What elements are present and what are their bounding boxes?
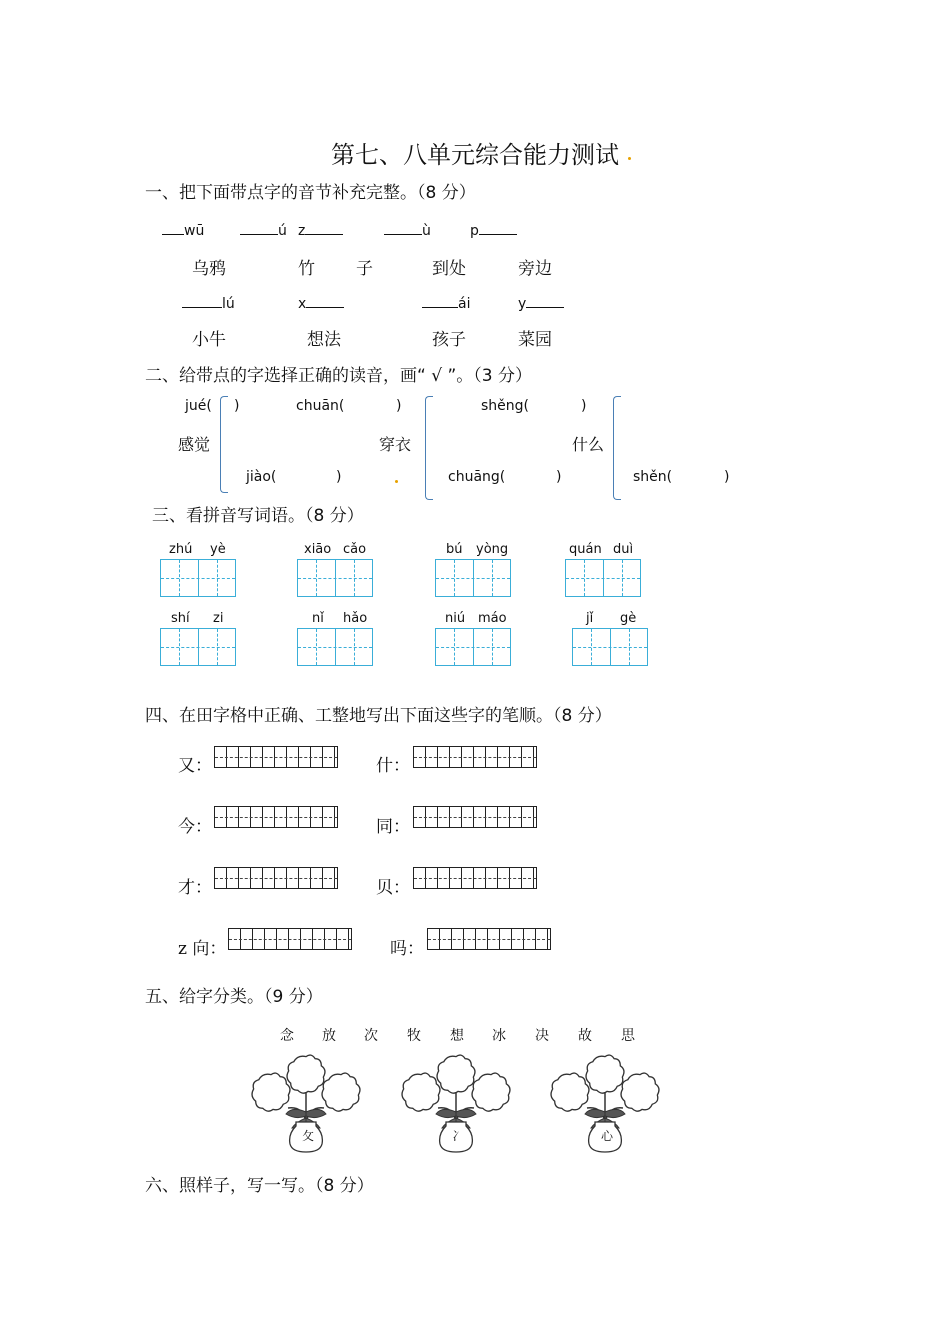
q4-char-label: 什： bbox=[376, 756, 410, 776]
q3-pinyin: duì bbox=[613, 542, 634, 557]
q1-word-9: 菜园 bbox=[518, 330, 552, 350]
q2-word-3: 什么 bbox=[572, 435, 605, 454]
q2-option-chuang[interactable]: chuāng( bbox=[448, 469, 506, 485]
q4-char-label: 同： bbox=[376, 817, 410, 837]
q4-stroke-grid[interactable] bbox=[413, 806, 537, 828]
q3-pinyin: zi bbox=[213, 611, 224, 626]
q1-word-6: 小牛 bbox=[192, 330, 226, 350]
q3-pinyin: cǎo bbox=[343, 542, 367, 557]
q3-pinyin: hǎo bbox=[343, 611, 368, 626]
q2-option-jue-close: ) bbox=[234, 398, 240, 414]
q3-writing-grid[interactable] bbox=[565, 559, 641, 597]
vase-label: 攵 bbox=[302, 1129, 315, 1143]
q3-pinyin: jǐ bbox=[586, 611, 594, 626]
q2-bracket-3 bbox=[613, 396, 621, 500]
q4-stroke-grid[interactable] bbox=[214, 867, 338, 889]
q2-option-sheng-close: ) bbox=[581, 398, 587, 414]
q4-char-label: z 向： bbox=[178, 939, 227, 959]
q5-char: 放 bbox=[322, 1028, 336, 1044]
q3-writing-grid[interactable] bbox=[160, 628, 236, 666]
q5-heading: 五、给字分类。（9 分） bbox=[145, 987, 323, 1007]
q1-pinyin-7[interactable]: x bbox=[298, 292, 344, 312]
q2-bracket-1 bbox=[220, 396, 228, 493]
q1-word-1: 乌鸦 bbox=[192, 259, 226, 279]
q5-char: 思 bbox=[621, 1028, 635, 1044]
q4-heading: 四、在田字格中正确、工整地写出下面这些字的笔顺。（8 分） bbox=[145, 706, 612, 726]
q3-pinyin: máo bbox=[478, 611, 507, 626]
q3-pinyin: zhú bbox=[169, 542, 193, 557]
q4-char-label: 又： bbox=[178, 756, 212, 776]
q1-pinyin-6[interactable]: lú bbox=[182, 292, 235, 312]
q2-option-sheng[interactable]: shěng( bbox=[481, 398, 530, 414]
q3-pinyin: gè bbox=[620, 611, 637, 626]
q3-pinyin: yòng bbox=[476, 542, 509, 557]
q1-pinyin-2[interactable]: ú bbox=[240, 219, 287, 239]
q3-writing-grid[interactable] bbox=[297, 559, 373, 597]
decorative-dot bbox=[395, 480, 398, 483]
q4-stroke-grid[interactable] bbox=[228, 928, 352, 950]
q1-heading: 一、把下面带点字的音节补充完整。（8 分） bbox=[145, 183, 476, 203]
q6-heading: 六、照样子，写一写。（8 分） bbox=[145, 1176, 374, 1196]
q5-char: 决 bbox=[535, 1028, 549, 1044]
q4-stroke-grid[interactable] bbox=[427, 928, 551, 950]
q5-char: 想 bbox=[450, 1028, 464, 1044]
q1-pinyin-5[interactable]: p bbox=[470, 219, 517, 239]
q2-option-jue[interactable]: jué( bbox=[185, 398, 212, 414]
q5-char: 冰 bbox=[492, 1028, 506, 1044]
q3-pinyin: xiāo bbox=[304, 542, 332, 557]
q4-char-label: 吗： bbox=[390, 939, 424, 959]
q2-bracket-2 bbox=[425, 396, 433, 500]
q4-stroke-grid[interactable] bbox=[214, 746, 338, 768]
q2-word-2: 穿衣 bbox=[379, 435, 412, 454]
vase-label: 冫 bbox=[452, 1129, 465, 1143]
q2-heading: 二、给带点的字选择正确的读音，画“ √ ”。（3 分） bbox=[145, 366, 532, 386]
q5-char: 牧 bbox=[407, 1028, 421, 1044]
q4-char-label: 才： bbox=[178, 878, 212, 898]
vase-label: 心 bbox=[601, 1129, 614, 1143]
q1-word-4: 到处 bbox=[432, 259, 466, 279]
q1-pinyin-1[interactable]: wū bbox=[162, 219, 204, 239]
q1-pinyin-9[interactable]: y bbox=[518, 292, 564, 312]
q4-char-label: 今： bbox=[178, 817, 212, 837]
q1-pinyin-3[interactable]: z bbox=[298, 219, 343, 239]
q3-writing-grid[interactable] bbox=[435, 628, 511, 666]
q4-stroke-grid[interactable] bbox=[413, 746, 537, 768]
q2-option-shen-close: ) bbox=[724, 469, 730, 485]
q2-word-1: 感觉 bbox=[178, 435, 211, 454]
q3-writing-grid[interactable] bbox=[160, 559, 236, 597]
q2-option-chuang-close: ) bbox=[556, 469, 562, 485]
q3-pinyin: nǐ bbox=[312, 611, 324, 626]
q3-pinyin: quán bbox=[569, 542, 602, 557]
decorative-dot bbox=[628, 157, 631, 160]
q3-writing-grid[interactable] bbox=[572, 628, 648, 666]
q1-word-5: 旁边 bbox=[518, 259, 552, 279]
q3-heading: 三、看拼音写词语。（8 分） bbox=[152, 506, 364, 526]
q1-pinyin-4[interactable]: ù bbox=[384, 219, 431, 239]
q2-option-jiao[interactable]: jiào( bbox=[246, 469, 277, 485]
q4-char-label: 贝： bbox=[376, 878, 410, 898]
q1-word-7: 想法 bbox=[307, 330, 341, 350]
q3-pinyin: shí bbox=[171, 611, 190, 626]
q2-option-shen[interactable]: shěn( bbox=[633, 469, 673, 485]
q2-option-jiao-close: ) bbox=[336, 469, 342, 485]
q3-pinyin: yè bbox=[210, 542, 226, 557]
q5-char: 故 bbox=[578, 1028, 592, 1044]
q4-stroke-grid[interactable] bbox=[413, 867, 537, 889]
q2-option-chuan-close: ) bbox=[396, 398, 402, 414]
q1-word-8: 孩子 bbox=[432, 330, 466, 350]
q3-writing-grid[interactable] bbox=[435, 559, 511, 597]
q2-option-chuan[interactable]: chuān( bbox=[296, 398, 345, 414]
q1-word-2: 竹 bbox=[298, 259, 315, 279]
q4-stroke-grid[interactable] bbox=[214, 806, 338, 828]
q1-pinyin-8[interactable]: ái bbox=[422, 292, 470, 312]
q1-word-3: 子 bbox=[356, 259, 373, 279]
page-title: 第七、八单元综合能力测试 bbox=[331, 141, 619, 169]
q3-writing-grid[interactable] bbox=[297, 628, 373, 666]
q3-pinyin: bú bbox=[446, 542, 463, 557]
q5-char: 次 bbox=[364, 1028, 378, 1044]
q5-char: 念 bbox=[280, 1028, 294, 1044]
q3-pinyin: niú bbox=[445, 611, 466, 626]
